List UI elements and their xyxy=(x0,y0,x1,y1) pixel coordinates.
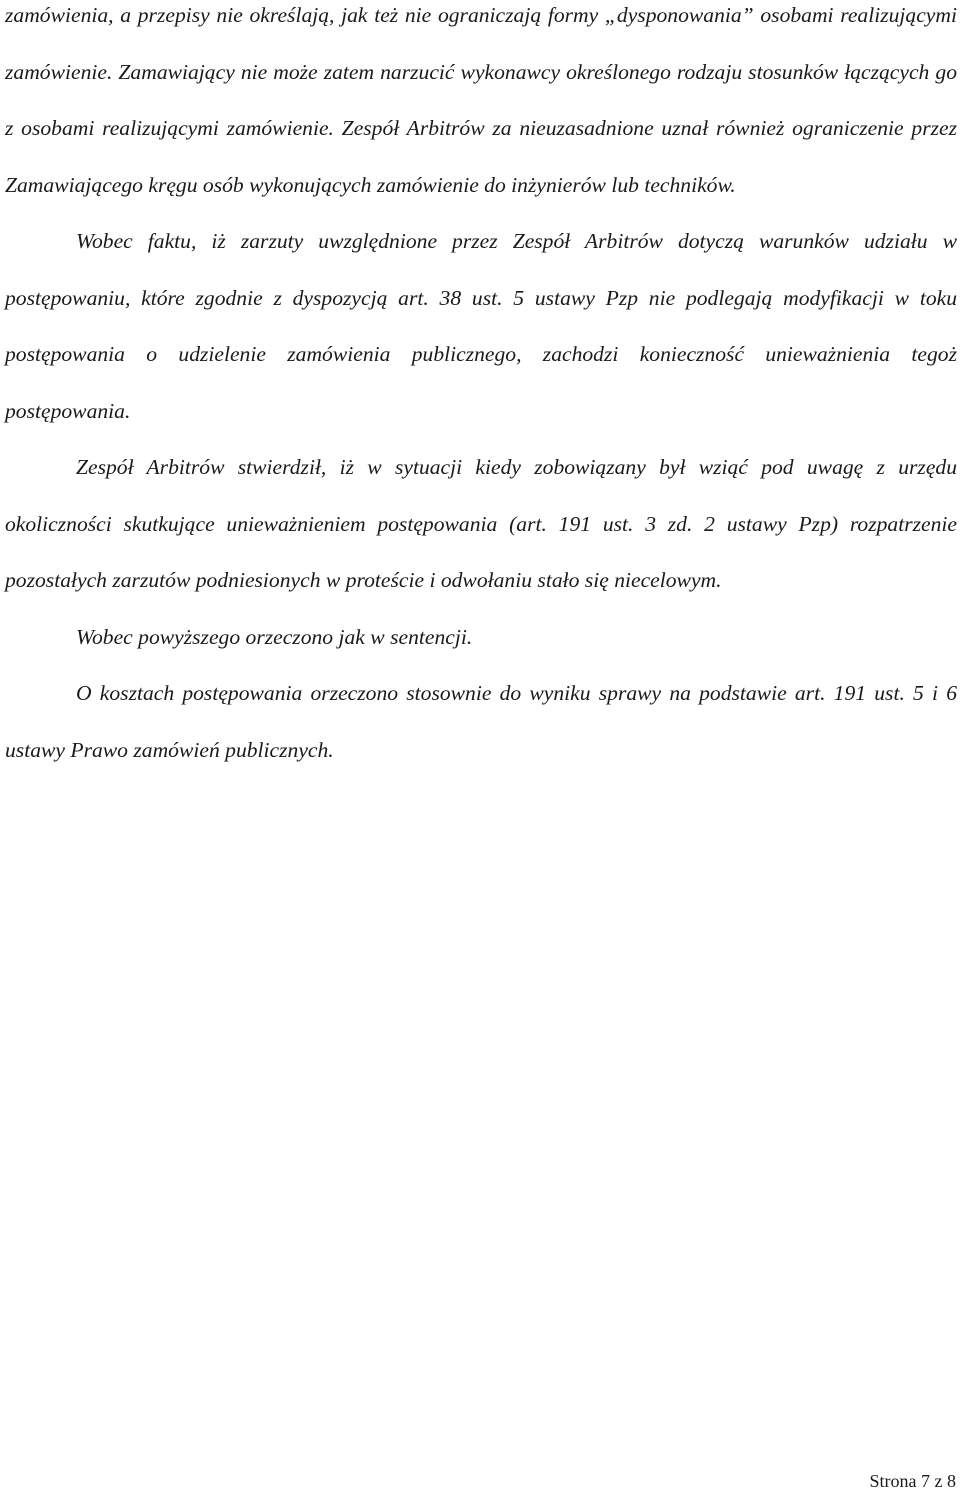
paragraph-withdrawal-reason: Wobec faktu, iż zarzuty uwzględnione przez Zespół Arbitrów dotyczą warunków udziału w postępowaniu, które zgodnie z dyspozycją art. 38 ust. 5 ustawy Pzp nie podlegają modyfikacji w toku postępowania o udzielenie zamówienia publicznego, zachodzi konieczność unieważnienia tegoż postępowania. xyxy=(5,229,957,423)
paragraph-continuation: zamówienia, a przepisy nie określają, jak też nie ograniczają formy „dysponowania” osobami realizującymi zamówienie. Zamawiający nie może zatem narzucić wykonawcy określonego rodzaju stosunków łączących go z osobami realizującymi zamówienie. Zespół Arbitrów za nieuzasadnione uznał również ograniczenie przez Zamawiającego kręgu osób wykonujących zamówienie do inżynierów lub techników. xyxy=(5,3,957,197)
paragraph-arbitrators-finding: Zespół Arbitrów stwierdził, iż w sytuacji kiedy zobowiązany był wziąć pod uwagę z urzędu okoliczności skutkujące unieważnieniem postępowania (art. 191 ust. 3 zd. 2 ustawy Pzp) rozpatrzenie pozostałych zarzutów podniesionych w proteście i odwołaniu stało się niecelowym. xyxy=(5,455,957,592)
page-number: Strona 7 z 8 xyxy=(869,1471,956,1491)
document-body xyxy=(5,0,957,778)
paragraph-costs: O kosztach postępowania orzeczono stosownie do wyniku sprawy na podstawie art. 191 ust. 5 i 6 ustawy Prawo zamówień publicznych. xyxy=(5,681,957,762)
paragraph-ruling: Wobec powyższego orzeczono jak w sentencji. xyxy=(76,624,473,649)
